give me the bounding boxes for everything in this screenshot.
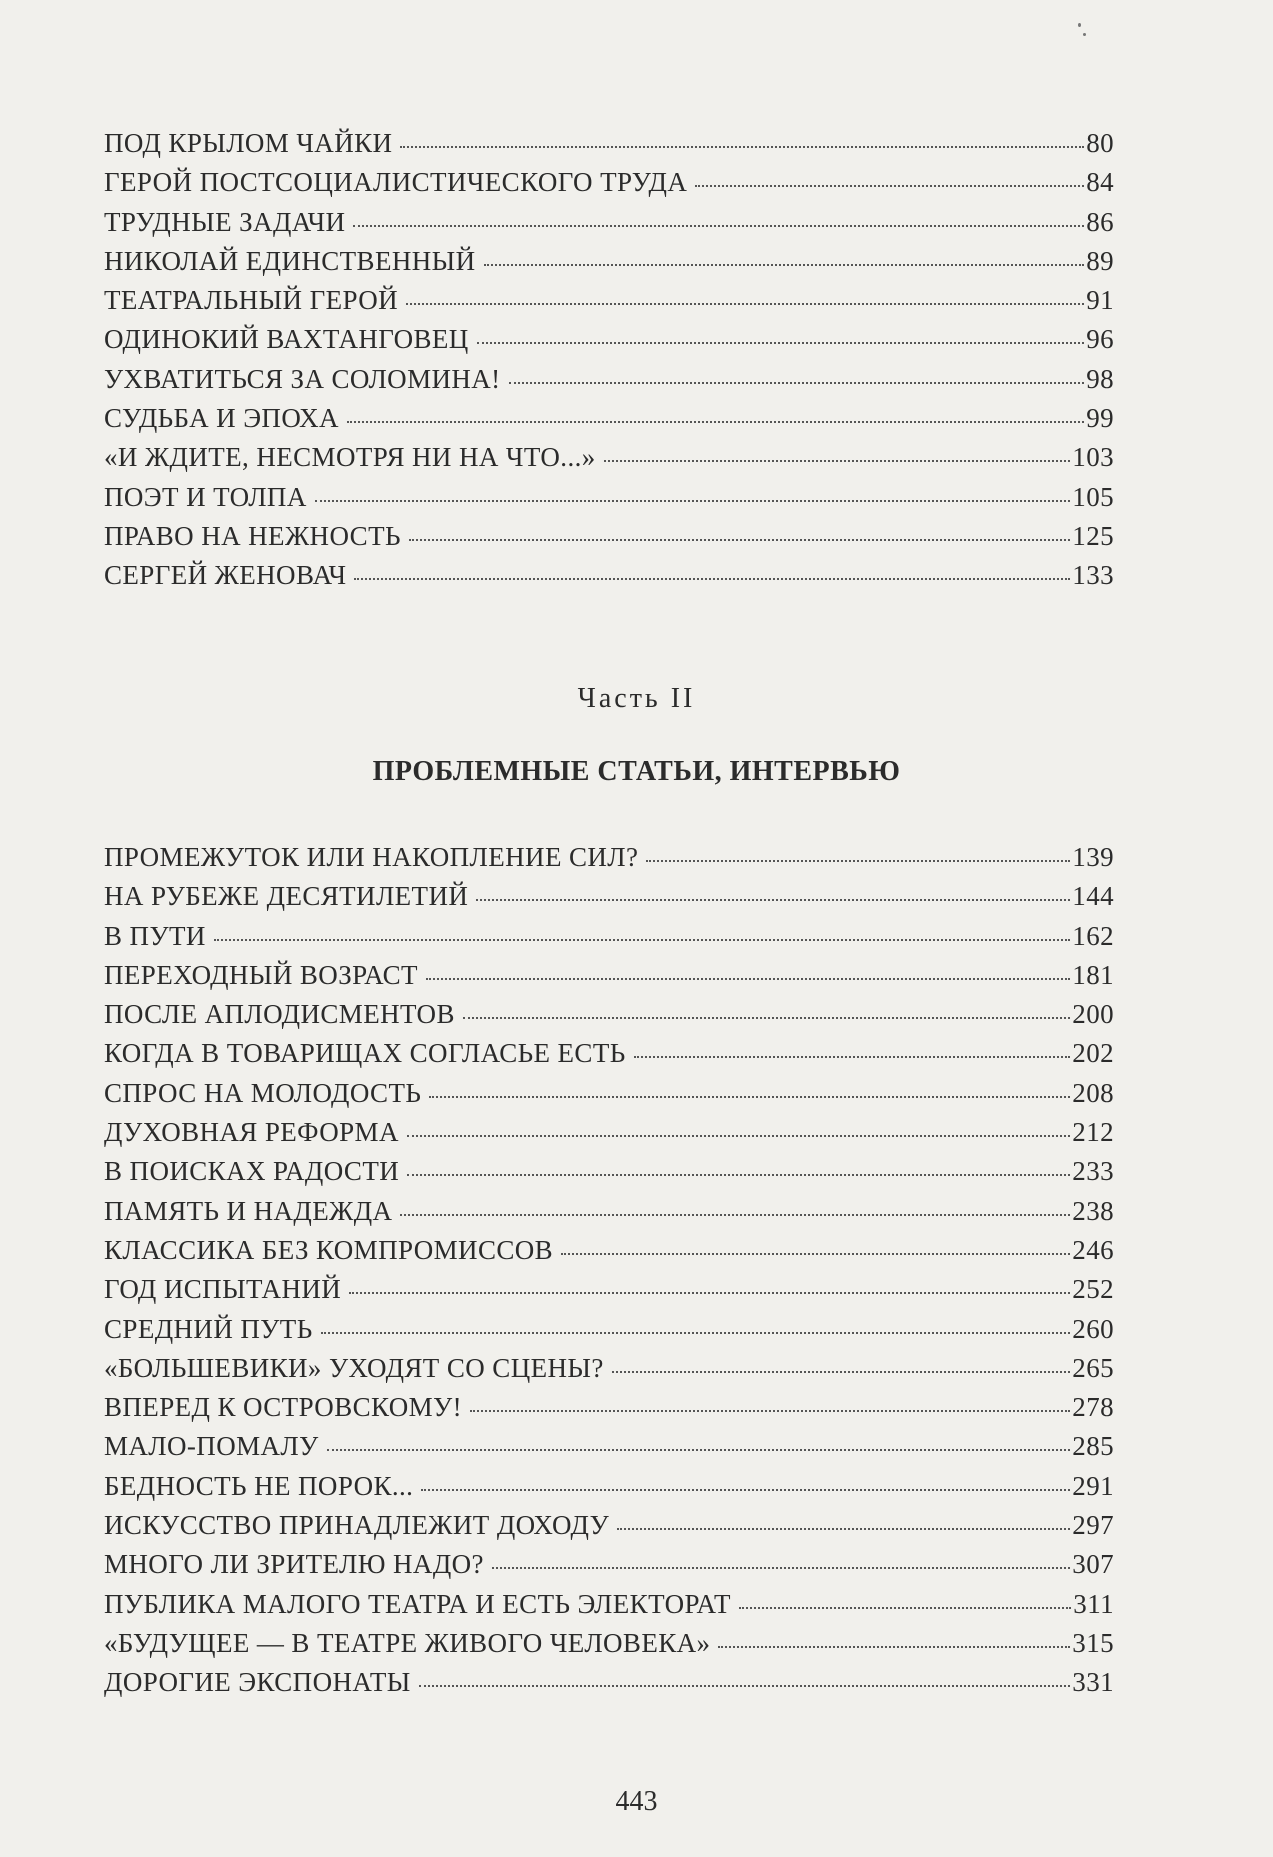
toc-entry-page: 105 xyxy=(1072,481,1114,512)
toc-entry xyxy=(104,960,1114,999)
toc-entry-page: 307 xyxy=(1072,1549,1114,1580)
toc-entry-title: В ПОИСКАХ РАДОСТИ xyxy=(104,1156,400,1187)
print-speck xyxy=(1083,33,1086,36)
toc-entry-title: ПРОМЕЖУТОК ИЛИ НАКОПЛЕНИЕ СИЛ? xyxy=(104,842,639,872)
toc-entry xyxy=(104,1235,1114,1274)
toc-entry-page: 99 xyxy=(1086,403,1114,434)
dot-leader xyxy=(476,899,1070,901)
dot-leader xyxy=(604,460,1071,462)
dot-leader xyxy=(407,1135,1070,1137)
toc-entry-page: 238 xyxy=(1072,1195,1114,1226)
toc-entry-title: «БУДУЩЕЕ — В ТЕАТРЕ ЖИВОГО ЧЕЛОВЕКА» xyxy=(104,1627,711,1658)
toc-entry-title: ПАМЯТЬ И НАДЕЖДА xyxy=(104,1195,393,1226)
toc-entry xyxy=(104,1392,1114,1431)
toc-entry-title: ПУБЛИКА МАЛОГО ТЕАТРА И ЕСТЬ ЭЛЕКТОРАТ xyxy=(104,1588,731,1619)
toc-entry-title: МНОГО ЛИ ЗРИТЕЛЮ НАДО? xyxy=(104,1549,484,1580)
toc-entry-page: 139 xyxy=(1072,842,1114,872)
toc-entry xyxy=(104,128,1114,167)
dot-leader xyxy=(406,303,1084,305)
toc-entry xyxy=(104,1196,1114,1235)
dot-leader xyxy=(327,1449,1071,1451)
toc-entry-title: НИКОЛАЙ ЕДИНСТВЕННЫЙ xyxy=(104,245,476,276)
dot-leader xyxy=(477,342,1084,344)
toc-entry xyxy=(104,246,1114,285)
toc-entry xyxy=(104,1078,1114,1117)
toc-entry xyxy=(104,1431,1114,1470)
toc-entry-page: 252 xyxy=(1072,1274,1114,1305)
toc-entry-title: ИСКУССТВО ПРИНАДЛЕЖИТ ДОХОДУ xyxy=(104,1510,610,1541)
toc-entry-title: ПЕРЕХОДНЫЙ ВОЗРАСТ xyxy=(104,959,418,990)
toc-entry xyxy=(104,1510,1114,1549)
toc-entry-title: КОГДА В ТОВАРИЩАХ СОГЛАСЬЕ ЕСТЬ xyxy=(104,1038,626,1069)
dot-leader xyxy=(739,1607,1071,1609)
toc-entry xyxy=(104,482,1114,521)
dot-leader xyxy=(353,225,1084,227)
toc-entry-page: 200 xyxy=(1072,999,1114,1030)
toc-entry-page: 311 xyxy=(1073,1588,1114,1619)
toc-entry-page: 297 xyxy=(1072,1510,1114,1541)
toc-list-part-one xyxy=(104,128,1114,600)
toc-entry xyxy=(104,1156,1114,1195)
section-title: ПРОБЛЕМНЫЕ СТАТЬИ, ИНТЕРВЬЮ xyxy=(372,756,901,787)
toc-entry-title: «БОЛЬШЕВИКИ» УХОДЯТ СО СЦЕНЫ? xyxy=(104,1352,604,1383)
toc-entry xyxy=(104,560,1114,599)
toc-entry-page: 181 xyxy=(1072,959,1114,990)
toc-entry-page: 125 xyxy=(1072,520,1114,551)
toc-entry-page: 331 xyxy=(1072,1667,1114,1698)
page-number: 443 xyxy=(615,1786,658,1817)
dot-leader xyxy=(421,1489,1070,1491)
toc-entry-page: 260 xyxy=(1072,1313,1114,1344)
toc-entry xyxy=(104,1667,1114,1706)
dot-leader xyxy=(315,500,1071,502)
toc-entry xyxy=(104,999,1114,1038)
dot-leader xyxy=(214,939,1071,941)
toc-entry-page: 98 xyxy=(1086,363,1114,394)
toc-entry-title: В ПУТИ xyxy=(104,920,206,951)
dot-leader xyxy=(718,1646,1070,1648)
toc-entry-page: 96 xyxy=(1086,324,1114,355)
dot-leader xyxy=(509,382,1085,384)
toc-entry-page: 84 xyxy=(1086,167,1114,198)
toc-entry-page: 278 xyxy=(1072,1392,1114,1423)
toc-entry-title: ГОД ИСПЫТАНИЙ xyxy=(104,1274,342,1305)
toc-entry-page: 202 xyxy=(1072,1038,1114,1069)
toc-entry xyxy=(104,1038,1114,1077)
toc-entry xyxy=(104,403,1114,442)
toc-entry xyxy=(104,442,1114,481)
toc-entry-title: ПРАВО НА НЕЖНОСТЬ xyxy=(104,520,401,551)
toc-list-part-two xyxy=(104,842,1114,1707)
toc-entry-page: 86 xyxy=(1086,206,1114,237)
toc-entry xyxy=(104,167,1114,206)
dot-leader xyxy=(426,978,1070,980)
dot-leader xyxy=(409,539,1070,541)
toc-entry xyxy=(104,285,1114,324)
toc-entry-title: ВПЕРЕД К ОСТРОВСКОМУ! xyxy=(104,1392,462,1423)
toc-entry-page: 285 xyxy=(1072,1431,1114,1462)
toc-entry-page: 133 xyxy=(1072,560,1114,591)
toc-entry-title: СУДЬБА И ЭПОХА xyxy=(104,403,339,434)
toc-entry xyxy=(104,921,1114,960)
toc-entry xyxy=(104,842,1114,881)
toc-entry-title: СПРОС НА МОЛОДОСТЬ xyxy=(104,1077,422,1108)
dot-leader xyxy=(321,1332,1071,1334)
dot-leader xyxy=(492,1567,1070,1569)
dot-leader xyxy=(347,421,1084,423)
toc-entry-page: 89 xyxy=(1086,245,1114,276)
toc-entry xyxy=(104,1274,1114,1313)
toc-entry-title: ПОЭТ И ТОЛПА xyxy=(104,481,307,512)
dot-leader xyxy=(646,860,1070,862)
toc-entry-page: 233 xyxy=(1072,1156,1114,1187)
toc-entry-title: УХВАТИТЬСЯ ЗА СОЛОМИНА! xyxy=(104,363,501,394)
toc-entry xyxy=(104,207,1114,246)
toc-entry-page: 212 xyxy=(1072,1117,1114,1148)
toc-entry-page: 91 xyxy=(1086,285,1114,316)
toc-entry-title: ГЕРОЙ ПОСТСОЦИАЛИСТИЧЕСКОГО ТРУДА xyxy=(104,167,688,198)
toc-entry-title: НА РУБЕЖЕ ДЕСЯТИЛЕТИЙ xyxy=(104,881,469,912)
toc-entry xyxy=(104,1628,1114,1667)
toc-entry-title: ПОД КРЫЛОМ ЧАЙКИ xyxy=(104,128,393,158)
dot-leader xyxy=(407,1174,1070,1176)
toc-entry-page: 315 xyxy=(1072,1627,1114,1658)
toc-entry xyxy=(104,1589,1114,1628)
dot-leader xyxy=(400,146,1084,148)
toc-entry-title: ПОСЛЕ АПЛОДИСМЕНТОВ xyxy=(104,999,455,1030)
toc-entry xyxy=(104,1549,1114,1588)
toc-entry xyxy=(104,1117,1114,1156)
part-label: Часть II xyxy=(577,683,696,714)
toc-entry xyxy=(104,1314,1114,1353)
dot-leader xyxy=(470,1410,1070,1412)
dot-leader xyxy=(429,1096,1070,1098)
toc-entry xyxy=(104,521,1114,560)
dot-leader xyxy=(695,185,1084,187)
toc-entry-page: 144 xyxy=(1072,881,1114,912)
dot-leader xyxy=(612,1371,1071,1373)
toc-entry-page: 80 xyxy=(1086,128,1114,158)
toc-entry-title: ДУХОВНАЯ РЕФОРМА xyxy=(104,1117,399,1148)
toc-entry-title: ОДИНОКИЙ ВАХТАНГОВЕЦ xyxy=(104,324,469,355)
toc-entry xyxy=(104,364,1114,403)
toc-entry-title: БЕДНОСТЬ НЕ ПОРОК... xyxy=(104,1470,414,1501)
toc-entry xyxy=(104,324,1114,363)
toc-entry-title: ТРУДНЫЕ ЗАДАЧИ xyxy=(104,206,346,237)
dot-leader xyxy=(484,264,1085,266)
toc-entry-page: 208 xyxy=(1072,1077,1114,1108)
toc-entry xyxy=(104,1353,1114,1392)
toc-entry-title: «И ЖДИТЕ, НЕСМОТРЯ НИ НА ЧТО...» xyxy=(104,442,596,473)
dot-leader xyxy=(419,1685,1071,1687)
dot-leader xyxy=(617,1528,1070,1530)
toc-entry-page: 103 xyxy=(1072,442,1114,473)
dot-leader xyxy=(349,1292,1070,1294)
toc-entry-title: СЕРГЕЙ ЖЕНОВАЧ xyxy=(104,560,347,591)
toc-entry-title: МАЛО-ПОМАЛУ xyxy=(104,1431,319,1462)
dot-leader xyxy=(634,1056,1071,1058)
toc-entry-page: 291 xyxy=(1072,1470,1114,1501)
toc-entry xyxy=(104,881,1114,920)
toc-entry-title: ТЕАТРАЛЬНЫЙ ГЕРОЙ xyxy=(104,285,399,316)
toc-entry-page: 162 xyxy=(1072,920,1114,951)
toc-entry-title: ДОРОГИЕ ЭКСПОНАТЫ xyxy=(104,1667,411,1698)
dot-leader xyxy=(463,1017,1070,1019)
print-speck xyxy=(1078,23,1081,27)
toc-entry-page: 265 xyxy=(1072,1352,1114,1383)
dot-leader xyxy=(561,1253,1070,1255)
toc-entry-title: СРЕДНИЙ ПУТЬ xyxy=(104,1313,313,1344)
dot-leader xyxy=(354,578,1070,580)
dot-leader xyxy=(400,1214,1070,1216)
toc-entry-title: КЛАССИКА БЕЗ КОМПРОМИССОВ xyxy=(104,1234,554,1265)
toc-entry-page: 246 xyxy=(1072,1234,1114,1265)
toc-entry xyxy=(104,1471,1114,1510)
